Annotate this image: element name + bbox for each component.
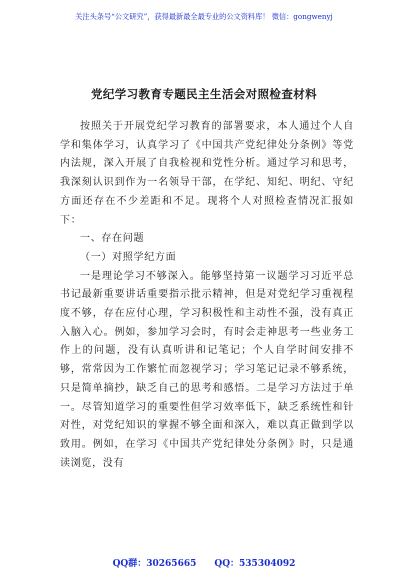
header-notice-text: 关注头条号“公文研究”，获得最新最全最专业的公文资料库！ 微信：gongwenyj [75, 12, 333, 21]
document-title: 党纪学习教育专题民主生活会对照检查材料 [90, 87, 318, 101]
footer-contact: QQ群：30265665 QQ：535304092 [112, 559, 296, 569]
header-notice [0, 0, 408, 52]
section-heading: 一、存在问题 [80, 233, 145, 245]
subsection-heading: （一）对照学纪方面 [80, 251, 177, 263]
body-paragraph: 一是理论学习不够深入。能够坚持第一议题学习习近平总书记最新重要讲话重要指示批示精神，但是对党纪学习重视程度不够，存在应付心理，学习积极性和主动性不强，没有真正入脑入心。例如，参加学习会时，有时会走神思考一些业务工作上的问题，没有认真听讲和记笔记；个人自学时间安排不够，常常因为工作繁忙而忽视学习；学习笔记记录不够系统，只是简单摘抄，缺乏自己的思考和感悟。二是学习方法过于单一。尽管知道学习的重要性但学习效率低下，缺乏系统性和针对性，对党纪知识的掌握不够全面和深入，难以真正做到学以致用。例如，在学习《中国共产党纪律处分条例》时，只是通读浏览，没有 [60, 270, 354, 469]
document-body [60, 118, 354, 473]
intro-paragraph: 按照关于开展党纪学习教育的部署要求，本人通过个人自学和集体学习，认真学习了《中国共产党纪律处分条例》等党内法规，深入开展了自我检视和党性分析。通过学习和思考，我深刻认识到作为一名领导干部，在学纪、知纪、明纪、守纪方面还存在不少差距和不足。现将个人对照检查情况汇报如下： [60, 121, 354, 226]
